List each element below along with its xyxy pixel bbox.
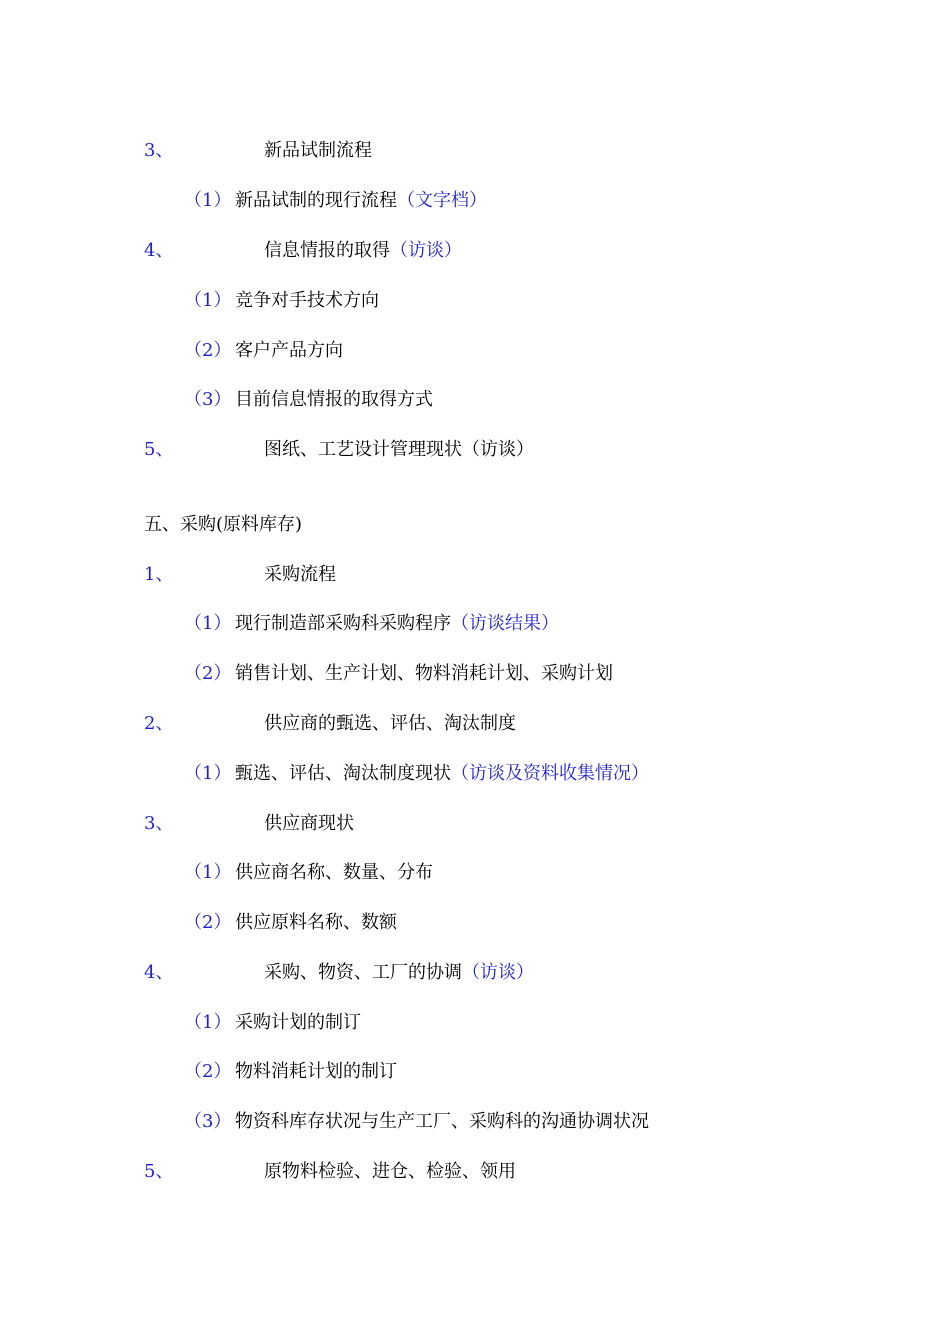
sub-item-text: 供应原料名称、数额 (235, 912, 397, 933)
sub-item-note: （文字档） (397, 190, 487, 211)
sub-item-text: 物料消耗计划的制订 (235, 1061, 397, 1082)
sub-item-text: 目前信息情报的取得方式 (235, 389, 433, 410)
item-note: （访谈） (462, 962, 534, 983)
sub-item-number: （1） (184, 862, 232, 883)
sub-item-text: 采购计划的制订 (235, 1012, 361, 1033)
sub-item-number: （2） (184, 1061, 232, 1082)
sub-item-text: 现行制造部采购科采购程序 (235, 613, 451, 634)
item-note: （访谈） (390, 240, 462, 261)
section-heading-text: 五、采购(原料库存) (144, 514, 303, 535)
item-text: 供应商的甄选、评估、淘汰制度 (264, 713, 516, 734)
item-text: 采购、物资、工厂的协调 (264, 962, 462, 983)
item-number: 4、 (144, 240, 174, 261)
item-number: 2、 (144, 713, 174, 734)
sub-item-content (235, 189, 487, 213)
sub-item-content (235, 762, 649, 786)
sub-item-text: 甄选、评估、淘汰制度现状 (235, 763, 451, 784)
sub-item-number: （1） (184, 290, 232, 311)
item-number: 3、 (144, 813, 174, 834)
item-content (264, 239, 462, 263)
item-number: 4、 (144, 962, 174, 983)
sub-item-text: 销售计划、生产计划、物料消耗计划、采购计划 (235, 663, 613, 684)
sub-item-number: （2） (184, 912, 232, 933)
sub-item-note: （访谈结果） (451, 613, 559, 634)
item-content (264, 961, 534, 985)
sub-item-number: （2） (184, 340, 232, 361)
sub-item-text: 客户产品方向 (235, 340, 343, 361)
item-text: 采购流程 (264, 564, 336, 585)
sub-item-text: 竞争对手技术方向 (235, 290, 379, 311)
item-text: 图纸、工艺设计管理现状（访谈） (264, 439, 534, 460)
item-number: 3、 (144, 140, 174, 161)
sub-item-number: （1） (184, 763, 232, 784)
sub-item-text: 新品试制的现行流程 (235, 190, 397, 211)
item-text: 原物料检验、进仓、检验、领用 (264, 1161, 516, 1182)
sub-item-number: （2） (184, 663, 232, 684)
sub-item-number: （3） (184, 389, 232, 410)
item-text: 新品试制流程 (264, 140, 372, 161)
item-text: 信息情报的取得 (264, 240, 390, 261)
sub-item-number: （1） (184, 1012, 232, 1033)
sub-item-note: （访谈及资料收集情况） (451, 763, 649, 784)
sub-item-number: （1） (184, 613, 232, 634)
item-number: 5、 (144, 1161, 174, 1182)
item-number: 5、 (144, 439, 174, 460)
sub-item-number: （3） (184, 1111, 232, 1132)
item-text: 供应商现状 (264, 813, 354, 834)
sub-item-text: 物资科库存状况与生产工厂、采购科的沟通协调状况 (235, 1111, 649, 1132)
sub-item-text: 供应商名称、数量、分布 (235, 862, 433, 883)
sub-item-content (235, 612, 559, 636)
item-number: 1、 (144, 564, 174, 585)
sub-item-number: （1） (184, 190, 232, 211)
